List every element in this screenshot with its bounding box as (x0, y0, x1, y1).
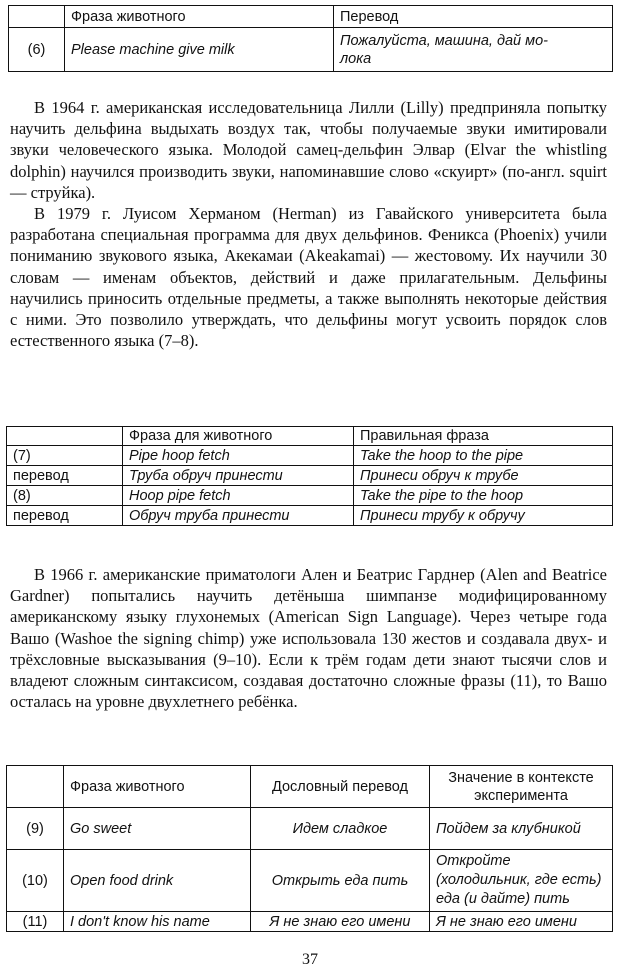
table-1-header-cell-0 (9, 6, 65, 28)
table-3-cell: Откройте (холодильник, где есть) еда (и дайте) пить (430, 850, 613, 912)
table-1-header (9, 6, 613, 28)
table-3-cell: Я не знаю его имени (251, 912, 430, 932)
table-3-cell: Открыть еда пить (251, 850, 430, 912)
table-2-header-cell-0 (7, 427, 123, 446)
table-3-cell: Идем сладкое (251, 808, 430, 850)
table-row (7, 466, 613, 486)
table-3-cell: (11) (7, 912, 64, 932)
table-2-cell: Труба обруч принести (123, 466, 354, 486)
table-1-cell-phrase: Please machine give milk (65, 28, 334, 72)
table-3-cell: Я не знаю его имени (430, 912, 613, 932)
table-3-header-cell-1: Фраза животного (64, 766, 251, 808)
table-3-cell: Open food drink (64, 850, 251, 912)
table-1-cell-translation: Пожалуйста, машина, дай мо- лока (334, 28, 613, 72)
table-2-cell: перевод (7, 466, 123, 486)
table-2-cell: (7) (7, 446, 123, 466)
table-2-cell: перевод (7, 506, 123, 526)
table-2 (6, 426, 613, 526)
paragraph: В 1966 г. американские приматологи Ален и Беатрис Гарднер (Alen and Beatrice Gardner) попытались научить детёныша шимпанзе модифицированному американскому языку глухонемых (American Sign Language). Через четыре года Вашо (Washoe the signing chimp) уже использовала 130 жестов и создавала двух- и трёхсловные высказывания (9–10). Если к трём годам дети знают тысячи слов и владеют сложным синтаксисом, создавая достаточно сложные фразы (11), то Вашо осталась на уровне двухлетнего ребёнка. (10, 565, 607, 712)
table-2-header (7, 427, 613, 446)
table-3-cell: Пойдем за клубникой (430, 808, 613, 850)
table-2-cell: Принеси обруч к трубе (354, 466, 613, 486)
table-3-cell: I don't know his name (64, 912, 251, 932)
text-block-2 (10, 564, 607, 712)
paragraph: В 1979 г. Луисом Херманом (Herman) из Гавайского университета была разработана специальная программа для двух дельфинов. Феникса (Phoenix) учили пониманию звукового языка, Акекамаи (Akeakamai) — жестовому. Их научили 30 словам — именам объектов, действий и даже прилагательным. Дельфины научились приносить отдельные предметы, а также выполнять некоторые действия с ними. Это позволило утверждать, что дельфины могут усвоить порядок слов естественного языка (7–8). (10, 204, 607, 351)
table-2-cell: (8) (7, 486, 123, 506)
table-3-header-cell-2: Дословный перевод (251, 766, 430, 808)
table-row (7, 486, 613, 506)
table-2-cell: Принеси трубу к обручу (354, 506, 613, 526)
table-row (9, 28, 613, 72)
table-3-header-cell-3: Значение в контексте эксперимента (430, 766, 613, 808)
table-3-header-cell-0 (7, 766, 64, 808)
table-row (7, 912, 613, 932)
table-row (7, 850, 613, 912)
table-1-header-cell-2: Перевод (334, 6, 613, 28)
table-row (7, 506, 613, 526)
table-2-cell: Обруч труба принести (123, 506, 354, 526)
table-2-cell: Take the hoop to the pipe (354, 446, 613, 466)
table-1-header-cell-1: Фраза животного (65, 6, 334, 28)
table-2-header-cell-2: Правильная фраза (354, 427, 613, 446)
table-2-cell: Pipe hoop fetch (123, 446, 354, 466)
table-1-cell-number: (6) (9, 28, 65, 72)
table-3-cell: Go sweet (64, 808, 251, 850)
table-3 (6, 765, 613, 932)
table-row (7, 808, 613, 850)
paragraph: В 1964 г. американская исследовательница Лилли (Lilly) предприняла попытку научить дельфина выдыхать воздух так, чтобы получаемые звуки имитировали звуки человеческого языка. Молодой самец-дельфин Элвар (Elvar the whistling dolphin) научился производить звуки, напоминавшие слово «скуирт» (по-англ. squirt — струйка). (10, 98, 607, 202)
page-number: 37 (302, 951, 318, 968)
table-1 (8, 5, 613, 72)
table-2-cell: Hoop pipe fetch (123, 486, 354, 506)
table-3-header (7, 766, 613, 808)
table-2-header-cell-1: Фраза для животного (123, 427, 354, 446)
table-row (7, 446, 613, 466)
table-3-cell: (9) (7, 808, 64, 850)
table-3-cell: (10) (7, 850, 64, 912)
table-2-cell: Take the pipe to the hoop (354, 486, 613, 506)
text-block-1 (10, 97, 607, 351)
